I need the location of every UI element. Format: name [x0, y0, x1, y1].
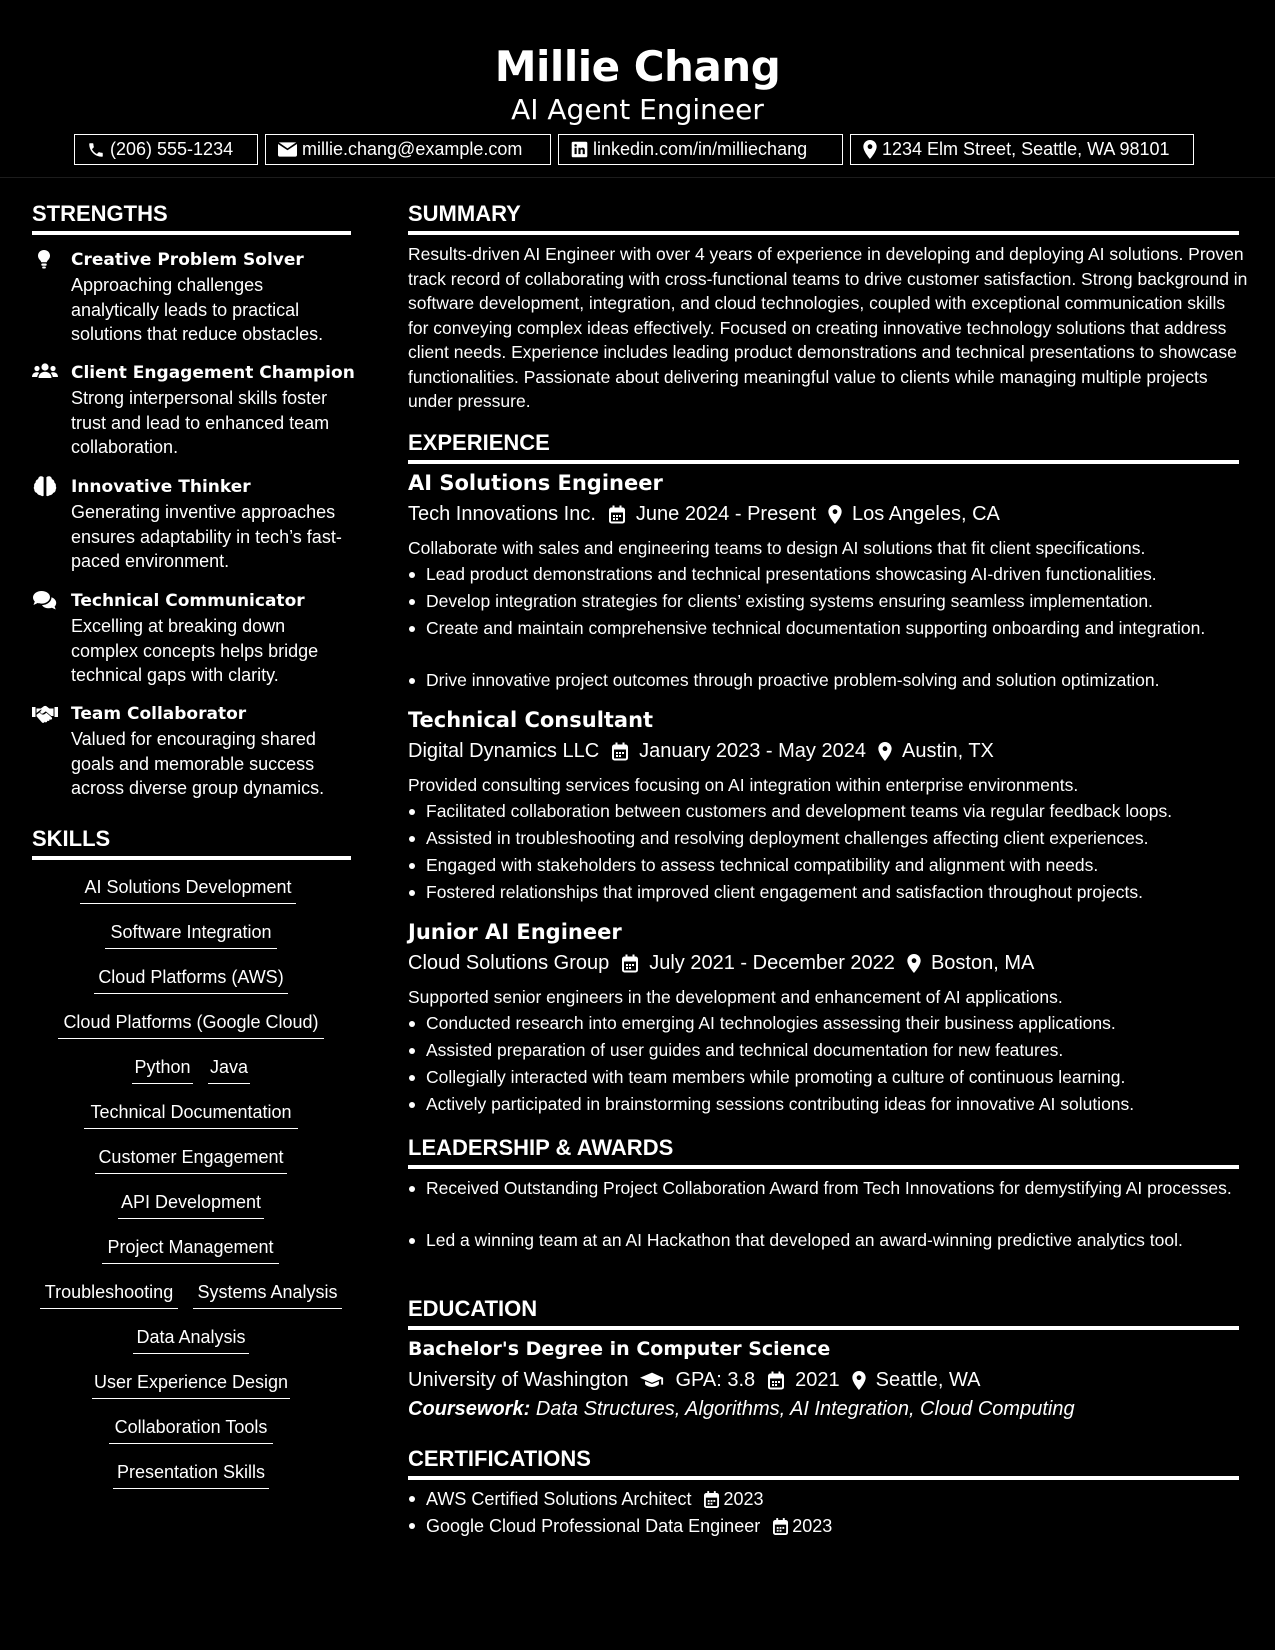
skill-tag: Systems Analysis — [193, 1279, 342, 1309]
job-company: Tech Innovations Inc. — [408, 502, 596, 525]
strength-title: Team Collaborator — [71, 704, 247, 724]
job-description: Provided consulting services focusing on AI integration within enterprise environments. — [408, 775, 1079, 795]
coursework-list: Data Structures, Algorithms, AI Integration, Cloud Computing — [535, 1398, 1075, 1420]
degree-title: Bachelor's Degree in Computer Science — [408, 1338, 831, 1360]
contact-address[interactable] — [850, 134, 1194, 165]
summary-rule — [408, 231, 1239, 235]
envelope-icon — [278, 142, 297, 157]
job-meta — [408, 948, 1034, 978]
skills-heading: SKILLS — [32, 826, 111, 851]
certification-name: AWS Certified Solutions Architect — [426, 1488, 692, 1509]
certification-item — [426, 1513, 832, 1539]
candidate-title: AI Agent Engineer — [511, 93, 764, 126]
users-icon — [32, 361, 58, 383]
job-location: Austin, TX — [901, 739, 994, 762]
job-meta — [408, 736, 994, 766]
skill-tag: Collaboration Tools — [109, 1414, 273, 1444]
school-location: Seattle, WA — [875, 1368, 981, 1391]
award-bullet: Led a winning team at an AI Hackathon that developed an award-winning predictive analytics tool. — [426, 1228, 1248, 1253]
resume-header — [0, 0, 1275, 178]
calendar-icon — [609, 505, 625, 524]
contact-linkedin[interactable] — [558, 134, 843, 165]
job-dates: July 2021 - December 2022 — [649, 951, 895, 974]
summary-heading: SUMMARY — [408, 201, 521, 226]
contact-phone[interactable] — [74, 134, 258, 165]
skill-tag: Data Analysis — [133, 1324, 249, 1354]
job-bullet: Assisted in troubleshooting and resolving deployment challenges affecting client experiences. — [426, 826, 1248, 851]
job-title: AI Solutions Engineer — [408, 471, 663, 495]
job-title: Technical Consultant — [408, 708, 654, 732]
coursework — [408, 1395, 1075, 1423]
job-bullet: Facilitated collaboration between customers and development teams via regular feedback loops. — [426, 799, 1248, 824]
job-bullet: Engaged with stakeholders to assess technical compatibility and alignment with needs. — [426, 853, 1248, 878]
job-description: Supported senior engineers in the development and enhancement of AI applications. — [408, 987, 1063, 1007]
skill-tag: User Experience Design — [92, 1369, 290, 1399]
education-meta — [408, 1365, 981, 1395]
strength-title: Innovative Thinker — [71, 477, 251, 497]
contact-linkedin-text: linkedin.com/in/milliechang — [593, 139, 808, 159]
skill-tag: Project Management — [102, 1234, 279, 1264]
graduation-cap-icon — [640, 1371, 664, 1389]
map-marker-icon — [907, 954, 921, 973]
strengths-rule — [32, 231, 351, 235]
strength-description: Generating inventive approaches ensures adaptability in tech’s fast-paced environment. — [71, 502, 342, 571]
strength-title: Creative Problem Solver — [71, 250, 304, 270]
gpa-text: GPA: 3.8 — [675, 1368, 756, 1391]
contact-email[interactable] — [265, 134, 551, 165]
job-title: Junior AI Engineer — [408, 920, 622, 944]
contact-email-text: millie.chang@example.com — [302, 139, 523, 159]
strength-description: Approaching challenges analytically leads to practical solutions that reduce obstacles. — [71, 275, 324, 344]
skill-tag: Cloud Platforms (Google Cloud) — [58, 1009, 324, 1039]
job-bullet: Lead product demonstrations and technical presentations showcasing AI-driven functionalities. — [426, 562, 1248, 587]
skill-tag: Technical Documentation — [84, 1099, 298, 1129]
leadership-heading: LEADERSHIP & AWARDS — [408, 1135, 674, 1160]
job-bullet: Fostered relationships that improved client engagement and satisfaction throughout projects. — [426, 880, 1248, 905]
job-bullet: Collegially interacted with team members while promoting a culture of continuous learning. — [426, 1065, 1248, 1090]
job-dates: June 2024 - Present — [635, 502, 817, 525]
contact-phone-text: (206) 555-1234 — [110, 139, 234, 159]
map-marker-icon — [863, 140, 877, 159]
job-bullet: Drive innovative project outcomes through proactive problem-solving and solution optimization. — [426, 668, 1248, 693]
handshake-icon — [32, 702, 58, 724]
job-bullet: Assisted preparation of user guides and technical documentation for new features. — [426, 1038, 1248, 1063]
job-company: Digital Dynamics LLC — [408, 739, 600, 762]
experience-heading: EXPERIENCE — [408, 430, 550, 455]
experience-rule — [408, 460, 1239, 464]
calendar-icon — [768, 1371, 784, 1390]
certification-year: 2023 — [792, 1515, 833, 1536]
strength-description: Strong interpersonal skills foster trust and lead to enhanced team collaboration. — [71, 388, 330, 457]
coursework-label: Coursework: — [408, 1398, 531, 1420]
school-name: University of Washington — [408, 1368, 629, 1391]
certification-item — [426, 1486, 764, 1512]
strength-title: Client Engagement Champion — [71, 363, 355, 383]
map-marker-icon — [828, 505, 842, 524]
skill-tag: API Development — [118, 1189, 264, 1219]
map-marker-icon — [852, 1371, 866, 1390]
skill-tag: Presentation Skills — [113, 1459, 269, 1489]
strength-description: Excelling at breaking down complex concepts helps bridge technical gaps with clarity. — [71, 616, 319, 685]
candidate-name: Millie Chang — [494, 42, 781, 91]
skill-tag: AI Solutions Development — [80, 874, 296, 904]
summary-text: Results-driven AI Engineer with over 4 years of experience in developing and deploying AI solutions. Proven track record of collaborating with cross-functional teams to drive customer satisfaction. Strong background in software development, integration, and cloud technologies, coupled with exceptional communication skills for conveying complex ideas effectively. Focused on creating innovative technology solutions that address client needs. Experience includes leading product demonstrations and technical presentations to showcase functionalities. Passionate about delivering meaningful value to clients while managing multiple projects under pressure. — [408, 244, 1248, 411]
skill-tag: Java — [208, 1054, 250, 1084]
calendar-icon — [612, 742, 628, 761]
certifications-rule — [408, 1476, 1239, 1480]
brain-icon — [32, 475, 58, 497]
certification-name: Google Cloud Professional Data Engineer — [426, 1515, 761, 1536]
strengths-heading: STRENGTHS — [32, 201, 168, 226]
linkedin-icon — [571, 141, 588, 158]
job-dates: January 2023 - May 2024 — [639, 739, 866, 762]
contact-address-text: 1234 Elm Street, Seattle, WA 98101 — [882, 139, 1170, 159]
calendar-icon — [704, 1491, 719, 1508]
job-bullet: Actively participated in brainstorming sessions contributing ideas for innovative AI solutions. — [426, 1092, 1248, 1117]
job-bullet: Conducted research into emerging AI technologies assessing their business applications. — [426, 1011, 1248, 1036]
job-location: Los Angeles, CA — [852, 502, 1000, 525]
job-location: Boston, MA — [930, 951, 1035, 974]
certifications-heading: CERTIFICATIONS — [408, 1446, 591, 1471]
skill-tag: Customer Engagement — [95, 1144, 287, 1174]
skills-rule — [32, 856, 351, 860]
skill-tag: Python — [132, 1054, 193, 1084]
graduation-year: 2021 — [795, 1368, 840, 1391]
comments-icon — [32, 589, 58, 611]
skill-tag: Software Integration — [105, 919, 277, 949]
leadership-rule — [408, 1165, 1239, 1169]
phone-icon — [87, 141, 105, 159]
certification-year: 2023 — [723, 1488, 764, 1509]
job-description: Collaborate with sales and engineering teams to design AI solutions that fit client specifications. — [408, 538, 1146, 558]
calendar-icon — [622, 954, 638, 973]
job-bullet: Create and maintain comprehensive technical documentation supporting onboarding and integration. — [426, 616, 1248, 641]
map-marker-icon — [878, 742, 892, 761]
skill-tag: Troubleshooting — [40, 1279, 178, 1309]
strength-title: Technical Communicator — [71, 591, 305, 611]
education-rule — [408, 1326, 1239, 1330]
job-company: Cloud Solutions Group — [408, 951, 610, 974]
education-heading: EDUCATION — [408, 1296, 538, 1321]
award-bullet: Received Outstanding Project Collaboration Award from Tech Innovations for demystifying AI processes. — [426, 1176, 1248, 1201]
lightbulb-icon — [32, 248, 58, 270]
calendar-icon — [773, 1518, 788, 1535]
strength-description: Valued for encouraging shared goals and memorable success across diverse group dynamics. — [71, 729, 325, 798]
skill-tag: Cloud Platforms (AWS) — [94, 964, 288, 994]
job-bullet: Develop integration strategies for clients’ existing systems ensuring seamless implementation. — [426, 589, 1248, 614]
job-meta — [408, 499, 1000, 529]
